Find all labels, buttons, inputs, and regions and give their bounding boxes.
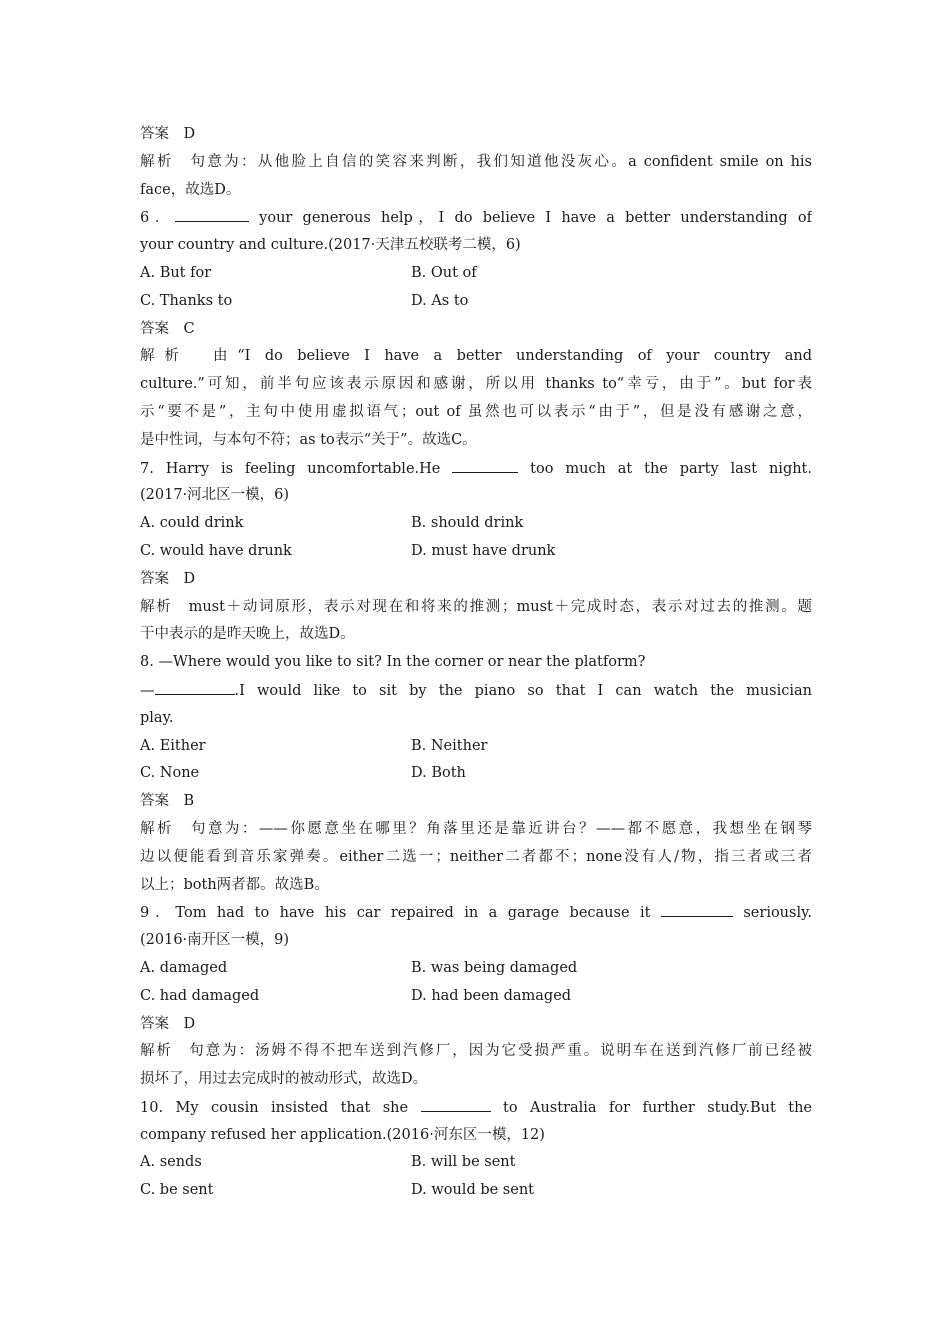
text-line: 答案 D [140, 126, 196, 142]
text-line [140, 677, 812, 705]
text-line: 损坏了，用过去完成时的被动形式，故选D。 [140, 1071, 428, 1088]
text-line [140, 1094, 812, 1122]
text-line: 是中性词，与本句不符；as to表示“关于”。故选C。 [140, 431, 477, 448]
answer-option: A. sends [140, 1154, 202, 1171]
text-line: 答案 C [140, 320, 195, 337]
text-line [140, 899, 812, 927]
text-line: (2017·河北区一模，6) [140, 487, 290, 504]
answer-option: B. Out of [411, 264, 477, 281]
text-line: face，故选D。 [140, 181, 241, 198]
line-text: too much at the party last night. [518, 460, 812, 477]
options-row [140, 538, 812, 566]
line-text: 10. My cousin insisted that she [140, 1099, 421, 1116]
text-line: 示“要不是”，主句中使用虚拟语气；out of 虽然也可以表示“由于”，但是没有感谢之意， [140, 403, 812, 420]
options-row [140, 760, 812, 788]
answer-option: D. had been damaged [411, 987, 572, 1004]
options-row [140, 260, 812, 288]
text-line: your country and culture.(2017·天津五校联考二模，6) [140, 237, 521, 254]
text-line: 干中表示的是昨天晚上，故选D。 [140, 626, 355, 643]
text-line: 解析 由“I do believe I have a better understanding of your country and [140, 348, 812, 365]
answer-option: D. Both [411, 765, 466, 782]
text-line: 答案 D [140, 1015, 196, 1032]
answer-option: D. must have drunk [411, 542, 556, 559]
line-text: your generous help，I do believe I have a better understanding of [248, 210, 812, 227]
text-line: 答案 B [140, 793, 195, 810]
answer-option: D. would be sent [411, 1182, 534, 1199]
text-line: play. [140, 709, 174, 726]
fill-in-blank [421, 1094, 491, 1112]
text-line [140, 204, 812, 232]
answer-option: A. damaged [140, 959, 228, 976]
text-line: 解析 句意为：——你愿意坐在哪里？角落里还是靠近讲台？——都不愿意，我想坐在钢琴 [140, 820, 812, 837]
fill-in-blank [175, 204, 249, 222]
answer-option: C. None [140, 765, 200, 782]
text-line: 8. —Where would you like to sit? In the corner or near the platform? [140, 654, 646, 671]
text-line: 解析 句意为：汤姆不得不把车送到汽修厂，因为它受损严重。说明车在送到汽修厂前已经被 [140, 1043, 812, 1060]
line-text: 9．Tom had to have his car repaired in a garage because it [140, 905, 661, 922]
answer-option: B. should drink [411, 515, 524, 532]
text-line: 解析 句意为：从他脸上自信的笑容来判断，我们知道他没灰心。a confident smile on his [140, 153, 812, 170]
answer-option: B. was being damaged [411, 959, 578, 976]
answer-option: B. Neither [411, 737, 488, 754]
line-text: 6． [140, 210, 175, 227]
answer-option: C. Thanks to [140, 292, 233, 309]
text-line: (2016·南开区一模，9) [140, 932, 290, 949]
fill-in-blank [661, 899, 733, 917]
line-text: 7. Harry is feeling uncomfortable.He [140, 460, 453, 477]
text-line: 答案 D [140, 570, 196, 587]
options-row [140, 1177, 812, 1205]
answer-option: A. But for [140, 264, 212, 281]
answer-option: C. had damaged [140, 987, 260, 1004]
text-line: culture.”可知，前半句应该表示原因和感谢，所以用 thanks to“幸亏，由于”。but for表 [140, 376, 812, 393]
options-row [140, 1149, 812, 1177]
answer-option: D. As to [411, 292, 469, 309]
text-line: 边以便能看到音乐家弹奏。either二选一；neither二者都不；none没有人/物，指三者或三者 [140, 848, 812, 865]
answer-option: A. Either [140, 737, 206, 754]
line-text: to Australia for further study.But the [490, 1099, 812, 1116]
text-line: company refused her application.(2016·河东区一模，12) [140, 1126, 545, 1143]
fill-in-blank [452, 455, 518, 473]
document-page [140, 121, 812, 1205]
answer-option: C. would have drunk [140, 542, 292, 559]
text-line: 解析 must＋动词原形，表示对现在和将来的推测；must＋完成时态，表示对过去的推测。题 [140, 598, 812, 615]
text-line: 以上；both两者都。故选B。 [140, 876, 329, 893]
options-row [140, 983, 812, 1011]
options-row [140, 510, 812, 538]
answer-option: B. will be sent [411, 1154, 516, 1171]
options-row [140, 733, 812, 761]
text-line [140, 455, 812, 483]
line-text: seriously. [732, 905, 812, 922]
answer-option: C. be sent [140, 1182, 214, 1199]
line-text: .I would like to sit by the piano so that I can watch the musician [234, 682, 812, 699]
fill-in-blank [155, 677, 235, 695]
options-row [140, 955, 812, 983]
options-row [140, 288, 812, 316]
answer-option: A. could drink [140, 515, 244, 532]
line-text: — [140, 682, 155, 699]
